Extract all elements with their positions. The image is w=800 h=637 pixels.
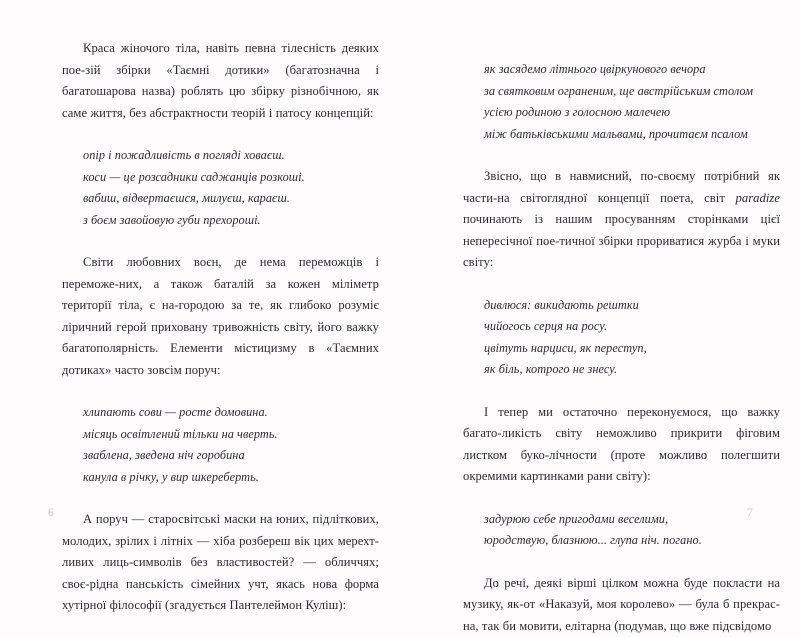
verse-quotation (62, 145, 379, 231)
page-right-content (463, 38, 780, 468)
verse-spacer-bottom (463, 552, 780, 573)
verse-line: дивлюся: викидають рештки (484, 295, 780, 317)
verse-line: з боєм завойовую губи прехороші. (83, 210, 379, 232)
verse-line: усією родиною з голосною малечею (484, 102, 780, 124)
verse-spacer-top (463, 274, 780, 295)
verse-quotation (463, 509, 780, 552)
page-right (400, 0, 800, 541)
verse-line: задурюю себе пригодами веселими, (484, 509, 780, 531)
body-paragraph: Світи любовних воєн, де нема переможців і переможе-них, а також баталій за кожен міліметр території тіла, є на-городою за те, як глибоко розуміє ліричний герой приховану тривожність світу, його важку багатополярність. Елементи містицизму в «Таємних дотиках» часто зовсім поруч: (62, 252, 379, 381)
verse-spacer-top (62, 381, 379, 402)
verse-quotation (463, 295, 780, 381)
verse-line: вабиш, відвертаєшся, милуєш, караєш. (83, 188, 379, 210)
body-paragraph: І тепер ми остаточно переконуємося, що важку багато-ликість світу неможливо прикрити фіговим листком буко-лічности (проте можливо полегшити окремими картинками рани світу): (463, 402, 780, 488)
paragraph-text-run: починають із нашим просуванням сторінками цієї непересічної пое-тичної збірки прориватися журба і муки світу: (463, 212, 780, 269)
verse-spacer-bottom (62, 488, 379, 509)
emphasis-term: paradize (736, 191, 780, 205)
body-paragraph: Краса жіночого тіла, навіть певна тілесність деяких пое-зій збірки «Таємні дотики» (багатозначна і багатошарова назва) роблять цю збірку різнобічною, як саме життя, без абстрактности теорій і патосу концепцій: (62, 38, 379, 124)
page-number-left: 6 (48, 507, 54, 519)
body-paragraph: До речі, деякі вірші цілком можна буде покласти на музику, як-от «Наказуй, моя королево» — була б прекрас-на, так би мовити, елітарна (подумав, що вже підсвідомо (463, 573, 780, 637)
verse-line: юродствую, блазнюю... глупа ніч. погано. (484, 530, 780, 552)
verse-spacer-bottom (62, 231, 379, 252)
verse-line: канула в річку, у вир шкереберть. (83, 467, 379, 489)
body-paragraph: А поруч — старосвітські маски на юних, підліткових, молодих, зрілих і літніх — хіба розбереш вік цих мерехт-ливих лиць-символів без властивостей? — обличчях; своє-рідна панськість сімейних учт, якась нова форма хутірної філософії (згадується Пантелеймон Куліш): (62, 509, 379, 617)
verse-spacer-top (463, 38, 780, 59)
verse-spacer-bottom (463, 381, 780, 402)
verse-spacer-bottom (463, 145, 780, 166)
verse-spacer-top (62, 124, 379, 145)
body-paragraph (463, 166, 780, 274)
verse-line: чийогось серця на росу. (484, 316, 780, 338)
verse-line: між батьківськими мальвами, прочитаєм псалом (484, 124, 780, 146)
verse-spacer-top (463, 488, 780, 509)
page-left (0, 0, 400, 541)
verse-line: хлипають сови — росте домовина. (83, 402, 379, 424)
verse-quotation (62, 402, 379, 488)
page-number-right: 7 (747, 507, 753, 519)
verse-line: як біль, котрого не знесу. (484, 359, 780, 381)
paragraph-text-run: Звісно, що в навмисний, по-своєму потрібний як части-на світоглядної концепції поета, світ (463, 169, 780, 205)
verse-line: цвітуть нарциси, як переступ, (484, 338, 780, 360)
verse-line: як засядемо літнього цвіркунового вечора (484, 59, 780, 81)
verse-line: за святковим ограненим, ще австрійським столом (484, 81, 780, 103)
page-left-content (62, 38, 379, 468)
verse-line: місяць освітлений тільки на чверть. (83, 424, 379, 446)
verse-quotation (463, 59, 780, 145)
verse-line: опір і пожадливість в погляді ховаєш. (83, 145, 379, 167)
verse-line: зваблена, зведена ніч горобина (83, 445, 379, 467)
verse-line: коси — це розсадники саджанців розкоші. (83, 167, 379, 189)
